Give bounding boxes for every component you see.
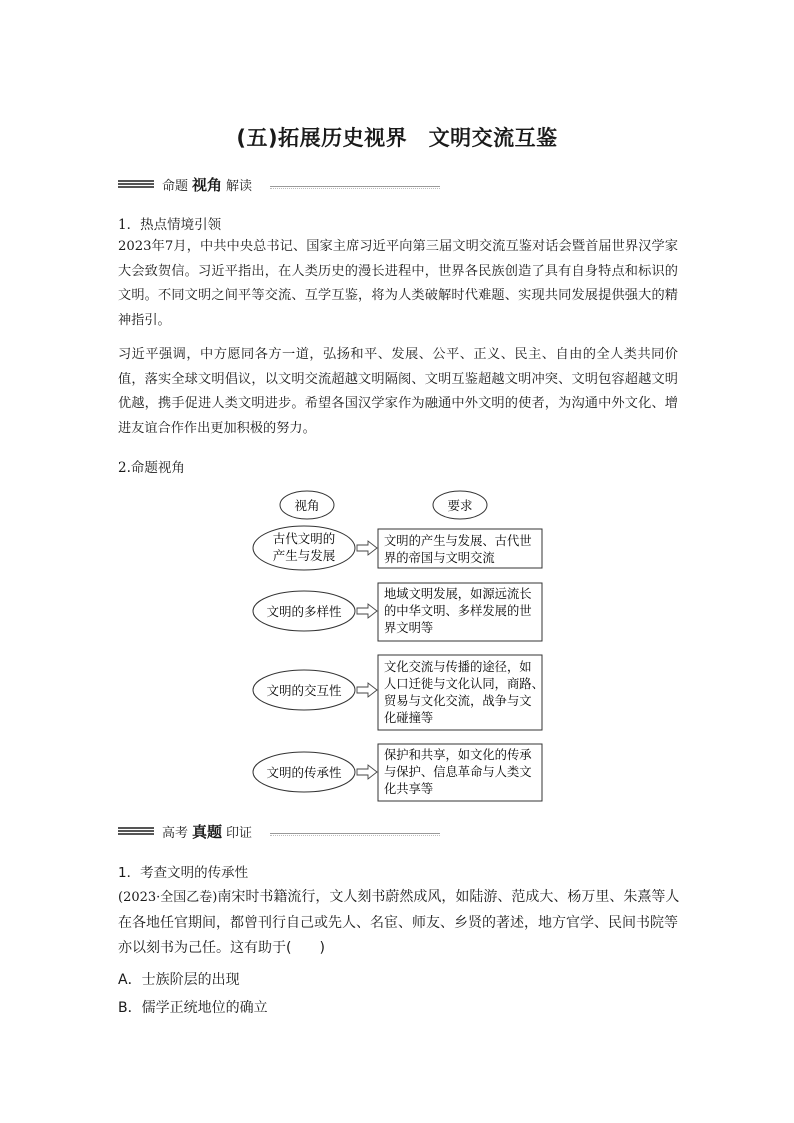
section-header-right: 解读 [226,179,253,194]
requirement-line: 保护和共享，如文化的传承 [384,748,532,762]
requirement-line: 贸易与文化交流，战争与文 [384,694,532,708]
requirement-line: 地域文明发展，如源远流长 [384,587,532,601]
exam-question [118,885,683,962]
option-b[interactable]: B．儒学正统地位的确立 [118,1000,268,1016]
exam-question-text: 南宋时书籍流行，文人刻书蔚然成风，如陆游、范成大、杨万里、朱熹等人在各地任官期间，都曾刊行自己或先人、名宦、师友、乡贤的著述，地方官学、民间书院等亦以刻书为己任。这有助于( ) [118,889,680,956]
section-bar-icon [118,827,154,835]
requirement-line: 化碰撞等 [384,711,434,725]
requirement-line: 界的帝国与文明交流 [384,551,495,565]
view-label: 古代文明的 [272,531,336,546]
arrow-icon [357,541,377,555]
requirement-line: 界文明等 [384,621,434,635]
header-require-label: 要求 [447,498,473,513]
section-header-mid: 视角 [192,176,223,194]
requirement-line: 文明的产生与发展、古代世 [384,534,532,548]
section-header-left: 高考 [162,826,189,841]
hot-heading: 1．热点情境引领 [118,217,222,233]
section-header-text [162,821,252,842]
section-header-mid: 真题 [192,823,223,841]
requirement-line: 文化交流与传播的途径，如 [384,660,532,674]
section-header-exam [118,821,438,843]
exam-heading: 1．考查文明的传承性 [118,865,249,881]
page-title: (五)拓展历史视界 文明交流互鉴 [236,126,558,150]
hot-paragraph-2: 习近平强调，中方愿同各方一道，弘扬和平、发展、公平、正义、民主、自由的全人类共同价值，落实全球文明倡议，以文明交流超越文明隔阂、文明互鉴超越文明冲突、文明包容超越文明优越，携手促进人类文明进步。希望各国汉学家作为融通中外文明的使者，为沟通中外文化、增进友谊合作作出更加积极的努力。 [118,347,678,436]
arrow-icon [357,765,377,779]
arrow-icon [357,604,377,618]
hot-paragraph-1: 2023年7月，中共中央总书记、国家主席习近平向第三届文明交流互鉴对话会暨首届世界汉学家大会致贺信。习近平指出，在人类历史的漫长进程中，世界各民族创造了具有自身特点和标识的文明。不同文明之间平等交流、互学互鉴，将为人类破解时代难题、实现共同发展提供强大的精神指引。 [118,239,678,328]
view-label: 产生与发展 [272,548,336,563]
view-label: 文明的多样性 [266,604,342,619]
header-view-label: 视角 [294,498,320,513]
requirement-line: 的中华文明、多样发展的世 [384,604,532,618]
requirement-line: 与保护、信息革命与人类文 [384,765,532,779]
view-heading: 2.命题视角 [118,460,185,476]
arrow-icon [357,683,377,697]
view-label: 文明的传承性 [266,765,342,780]
section-header-right: 印证 [226,826,253,841]
exam-source: (2023·全国乙卷) [118,890,218,905]
section-divider-dotted [270,835,440,836]
section-divider [270,833,440,834]
option-a[interactable]: A．士族阶层的出现 [118,972,240,988]
view-label: 文明的交互性 [266,683,342,698]
requirement-line: 人口迁徙与文化认同，商路、 [384,677,544,691]
requirement-line: 化共享等 [384,782,434,796]
section-header-left: 命题 [162,179,189,194]
